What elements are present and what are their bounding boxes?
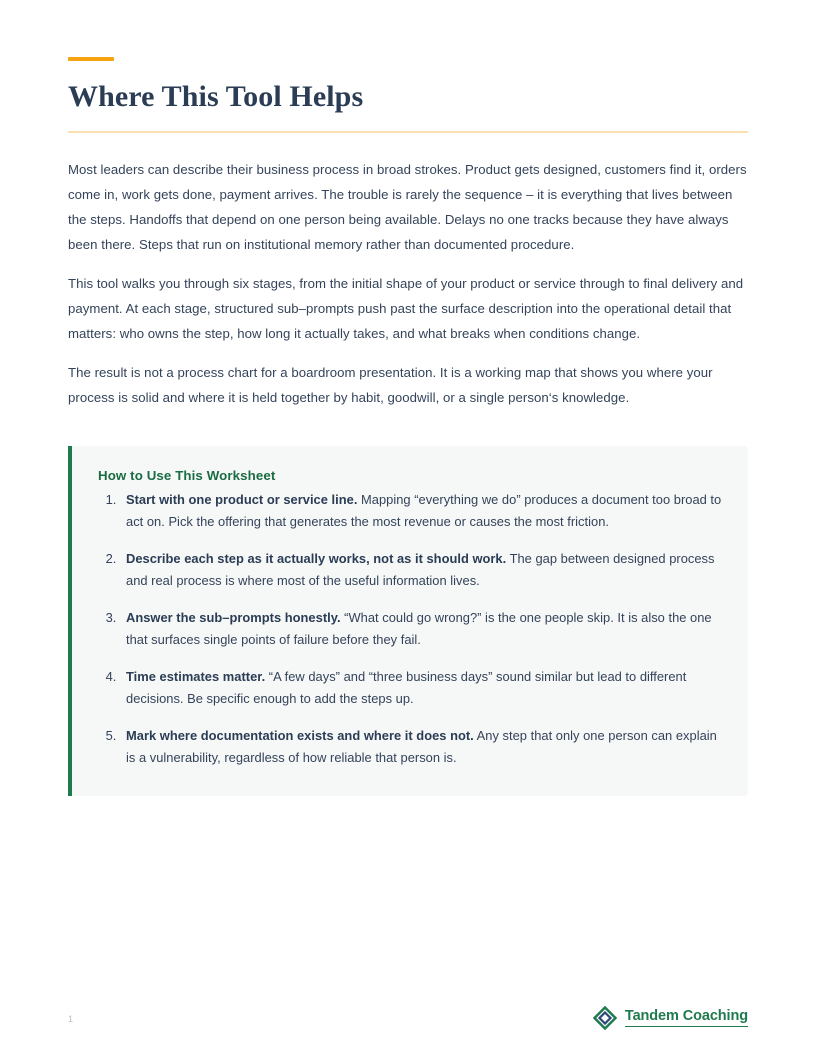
list-item-lead: Mark where documentation exists and where it does not. <box>126 727 474 743</box>
intro-paragraph-3: The result is not a process chart for a boardroom presentation. It is a working map that shows you where your process is solid and where it is held together by habit, goodwill, or a single person‘s knowledge. <box>68 364 713 405</box>
list-item-body: “A few days” and “three business days” sound similar but lead to different decisions. Be specific enough to add the steps up. <box>126 668 687 706</box>
list-item <box>120 548 722 593</box>
brand-name: Tandem Coaching <box>625 1009 748 1027</box>
title-accent-bar <box>68 57 114 61</box>
list-item-body: “What could go wrong?” is the one people skip. It is also the one that surfaces single points of failure before they fail. <box>126 609 712 647</box>
brand-logo <box>593 1006 748 1030</box>
how-to-use-callout <box>68 446 748 796</box>
tandem-diamond-logo-icon <box>593 1006 617 1030</box>
intro-paragraph-1: Most leaders can describe their business process in broad strokes. Product gets designed, customers find it, orders come in, work gets done, payment arrives. The trouble is rarely the sequence – it is everything that lives between the steps. Handoffs that depend on one person being available. Delays no one tracks because they have always been there. Steps that run on institutional memory rather than documented procedure. <box>68 161 747 252</box>
page-number: 1 <box>68 1014 74 1024</box>
callout-heading: How to Use This Worksheet <box>98 467 276 483</box>
list-item-lead: Answer the sub–prompts honestly. <box>126 609 341 625</box>
list-item-lead: Time estimates matter. <box>126 668 266 684</box>
list-item-body: Any step that only one person can explain is a vulnerability, regardless of how reliable that person is. <box>126 727 717 765</box>
list-item <box>120 607 722 652</box>
page-footer <box>0 996 816 1056</box>
document-content <box>68 0 748 796</box>
how-to-use-list <box>98 489 722 770</box>
list-item-lead: Describe each step as it actually works, not as it should work. <box>126 550 507 566</box>
intro-paragraph-2: This tool walks you through six stages, from the initial shape of your product or service through to final delivery and payment. At each stage, structured sub–prompts push past the surface description into the operational detail that matters: who owns the step, how long it actually takes, and what breaks when conditions change. <box>68 275 744 341</box>
list-item <box>120 666 722 711</box>
list-item-body: Mapping “everything we do” produces a document too broad to act on. Pick the offering that generates the most revenue or causes the most friction. <box>126 491 722 529</box>
list-item-lead: Start with one product or service line. <box>126 491 358 507</box>
title-divider <box>68 131 748 133</box>
list-item <box>120 725 722 770</box>
list-item-body: The gap between designed process and real process is where most of the useful information lives. <box>126 550 715 588</box>
page-title: Where This Tool Helps <box>68 80 364 113</box>
list-item <box>120 489 722 534</box>
